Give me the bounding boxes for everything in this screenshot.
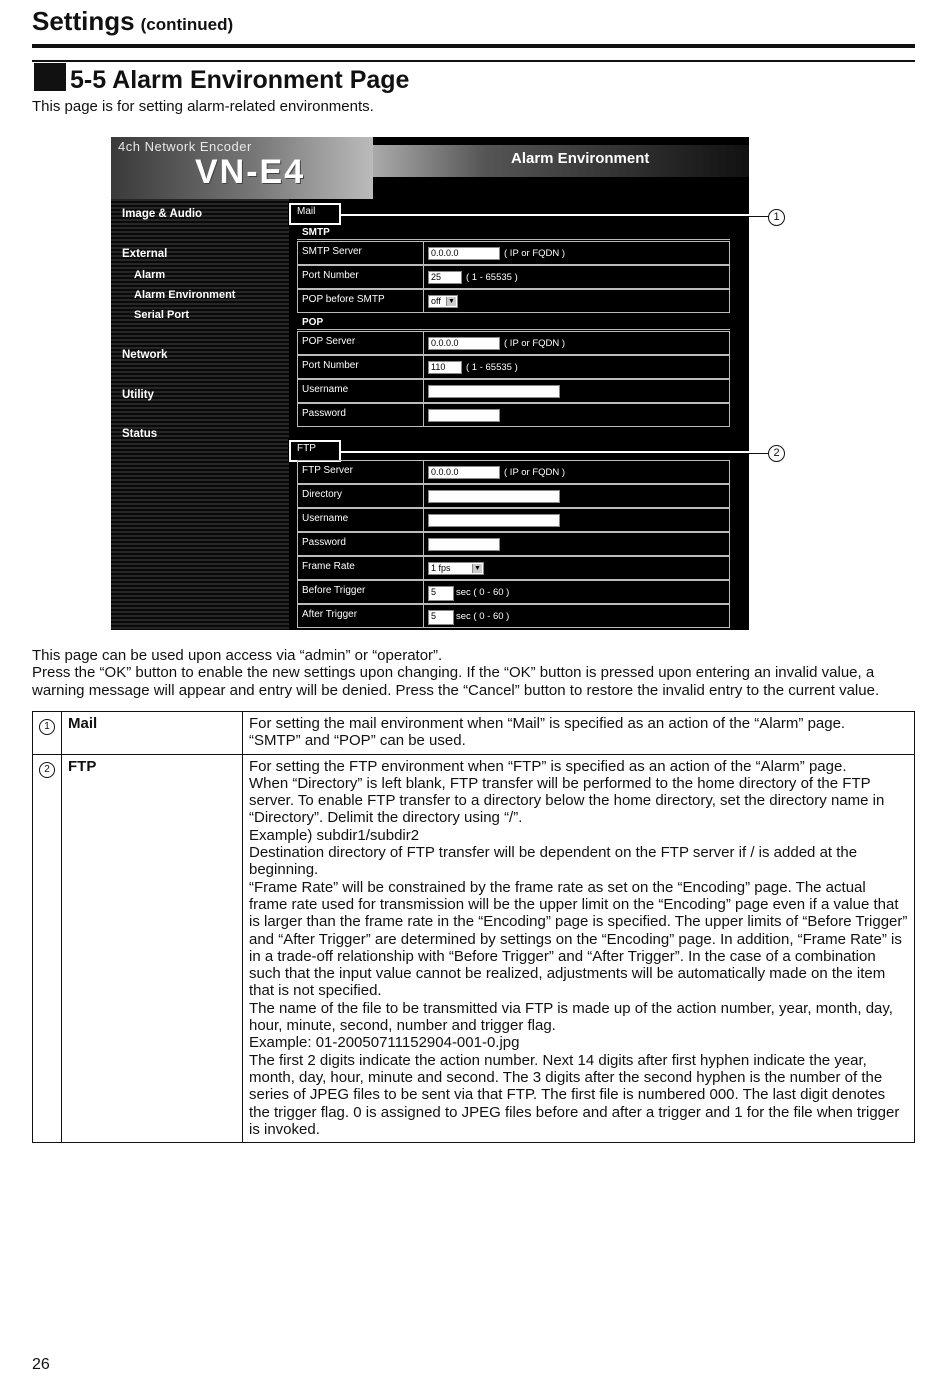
section-rule	[32, 60, 915, 62]
desc-line: “Frame Rate” will be constrained by the frame rate as set on the “Encoding” page. The actual frame rate used for transmission will be the upper limit on the “Encoding” page even if a value that is larger than the frame rate in the “Encoding” page is specified. The upper limits of “Before Trigger” and “After Trigger” are determined by settings on the “Encoding” page. In addition, “Frame Rate” is in a trade-off relationship with “Before Trigger” and “After Trigger”. In the case of a combination such that the input value cannot be realized, adjustments will be automatically made on the item that is not specified.	[249, 878, 908, 1000]
brand-subtitle: 4ch Network Encoder	[118, 139, 252, 154]
callout-1-line	[749, 216, 769, 217]
smtp-server-label: SMTP Server	[302, 246, 362, 257]
header-continued: (continued)	[140, 15, 234, 34]
pop-before-smtp-value: off	[431, 296, 441, 306]
pop-before-smtp-label: POP before SMTP	[302, 294, 385, 305]
frame-rate-select[interactable]	[428, 562, 484, 575]
header-rule	[32, 44, 915, 48]
section-title: 5-5 Alarm Environment Page	[70, 66, 410, 94]
smtp-server-input[interactable]: 0.0.0.0	[428, 247, 500, 260]
pop-password-label: Password	[302, 408, 346, 419]
section-intro: This page is for setting alarm-related environments.	[32, 98, 374, 115]
desc-line: Example: 01-20050711152904-001-0.jpg	[249, 1034, 520, 1052]
page-number: 26	[32, 1356, 50, 1373]
desc-line: When “Directory” is left blank, FTP transfer will be performed to the home directory of the FTP server. To enable FTP transfer to a directory below the home directory, set the directory name in “Directory”. Delimit the directory using “/”.	[249, 774, 885, 827]
row-divider	[423, 461, 424, 483]
row-divider	[423, 242, 424, 264]
pop-before-smtp-row	[297, 289, 730, 313]
pop-server-label: POP Server	[302, 336, 356, 347]
mail-label: Mail	[297, 206, 316, 217]
callout-1: 1	[768, 209, 785, 226]
body-text	[32, 647, 917, 699]
row-divider	[423, 290, 424, 312]
pop-username-row	[297, 379, 730, 403]
description-table	[32, 711, 915, 1143]
smtp-port-input[interactable]: 25	[428, 271, 462, 284]
row-divider	[423, 581, 424, 603]
pop-server-hint: ( IP or FQDN )	[504, 338, 566, 349]
ftp-directory-input[interactable]	[428, 490, 560, 503]
ftp-server-input[interactable]: 0.0.0.0	[428, 466, 500, 479]
desc-line: Destination directory of FTP transfer will be dependent on the FTP server if / is added at the beginning.	[249, 844, 858, 879]
frame-rate-value: 1 fps	[431, 563, 451, 573]
pop-password-input[interactable]	[428, 409, 500, 422]
row-divider	[423, 266, 424, 288]
row-divider	[423, 509, 424, 531]
after-trigger-input[interactable]: 5	[428, 610, 454, 625]
mail-leader-line	[341, 214, 749, 216]
row-description	[243, 754, 915, 1143]
smtp-heading: SMTP	[297, 227, 730, 240]
ftp-password-row	[297, 532, 730, 556]
ftp-directory-label: Directory	[302, 489, 343, 500]
pop-username-label: Username	[302, 384, 349, 395]
before-trigger-row	[297, 580, 730, 604]
pop-heading: POP	[297, 317, 730, 330]
after-trigger-hint: sec ( 0 - 60 )	[456, 611, 510, 622]
row-divider	[423, 485, 424, 507]
nav-alarm-environment[interactable]: Alarm Environment	[134, 289, 236, 301]
frame-rate-row	[297, 556, 730, 580]
row-divider	[423, 356, 424, 378]
pop-port-label: Port Number	[302, 360, 359, 371]
ftp-password-input[interactable]	[428, 538, 500, 551]
pop-server-input[interactable]: 0.0.0.0	[428, 337, 500, 350]
running-header	[32, 6, 233, 37]
ftp-server-hint: ( IP or FQDN )	[504, 467, 566, 478]
row-term: Mail	[62, 712, 243, 755]
desc-line: “SMTP” and “POP” can be used.	[249, 732, 466, 750]
before-trigger-label: Before Trigger	[302, 585, 366, 596]
nav-image-audio[interactable]: Image & Audio	[122, 208, 203, 220]
pop-port-hint: ( 1 - 65535 )	[466, 362, 518, 373]
pop-port-row	[297, 355, 730, 379]
nav-alarm[interactable]: Alarm	[134, 269, 166, 281]
pop-password-row	[297, 403, 730, 427]
chevron-down-icon: ▼	[472, 564, 482, 573]
nav-external[interactable]: External	[122, 248, 168, 260]
after-trigger-label: After Trigger	[302, 609, 358, 620]
chevron-down-icon: ▼	[446, 297, 456, 306]
callout-2-line	[749, 453, 769, 454]
after-trigger-row	[297, 604, 730, 628]
ui-screenshot	[111, 137, 749, 630]
row-divider	[423, 557, 424, 579]
ftp-server-row	[297, 460, 730, 484]
before-trigger-hint: sec ( 0 - 60 )	[456, 587, 510, 598]
nav-utility[interactable]: Utility	[122, 389, 154, 401]
row-divider	[423, 605, 424, 627]
nav-serial-port[interactable]: Serial Port	[134, 309, 190, 321]
row-divider	[423, 332, 424, 354]
smtp-port-hint: ( 1 - 65535 )	[466, 272, 518, 283]
ftp-server-label: FTP Server	[302, 465, 353, 476]
ftp-username-input[interactable]	[428, 514, 560, 527]
page-title: Alarm Environment	[511, 150, 650, 167]
ftp-password-label: Password	[302, 537, 346, 548]
brand-banner	[111, 137, 373, 199]
row-term: FTP	[62, 754, 243, 1143]
pop-server-row	[297, 331, 730, 355]
ftp-label: FTP	[297, 443, 316, 454]
smtp-server-hint: ( IP or FQDN )	[504, 248, 566, 259]
ok-cancel-note: Press the “OK” button to enable the new settings upon changing. If the “OK” button is pressed upon entering an invalid value, a warning message will appear and entry will be denied. Press the “Cancel” button to restore the invalid entry to the current value.	[32, 664, 880, 699]
desc-line: For setting the FTP environment when “FTP” is specified as an action of the “Alarm” page.	[249, 757, 847, 775]
pop-username-input[interactable]	[428, 385, 560, 398]
row-number: 2	[39, 762, 55, 778]
callout-2: 2	[768, 445, 785, 462]
brand-model: VN-E4	[195, 153, 306, 191]
ftp-directory-row	[297, 484, 730, 508]
access-note: This page can be used upon access via “admin” or “operator”.	[32, 647, 443, 664]
ftp-leader-line	[341, 451, 749, 453]
row-description	[243, 712, 915, 755]
desc-line: The name of the file to be transmitted via FTP is made up of the action number, year, month, day, hour, minute, second, number and trigger flag.	[249, 999, 893, 1035]
smtp-port-row	[297, 265, 730, 289]
table-row	[33, 712, 915, 755]
smtp-server-row	[297, 241, 730, 265]
section-marker	[34, 63, 66, 91]
row-number: 1	[39, 719, 55, 735]
ftp-username-label: Username	[302, 513, 349, 524]
table-row	[33, 754, 915, 1143]
mail-section-label	[289, 203, 341, 225]
smtp-port-label: Port Number	[302, 270, 359, 281]
header-title: Settings	[32, 6, 135, 36]
pop-port-input[interactable]: 110	[428, 361, 462, 374]
ftp-section-label	[289, 440, 341, 462]
desc-line: Example) subdir1/subdir2	[249, 826, 420, 844]
nav-status[interactable]: Status	[122, 428, 158, 440]
frame-rate-label: Frame Rate	[302, 561, 355, 572]
desc-line: For setting the mail environment when “Mail” is specified as an action of the “Alarm” page.	[249, 715, 846, 732]
ftp-username-row	[297, 508, 730, 532]
row-divider	[423, 380, 424, 402]
row-divider	[423, 404, 424, 426]
nav-network[interactable]: Network	[122, 349, 168, 361]
pop-before-smtp-select[interactable]	[428, 295, 458, 308]
desc-line: The first 2 digits indicate the action number. Next 14 digits after first hyphen indicate the year, month, day, hour, minute and second. The 3 digits after the second hyphen is the number of the series of JPEG files to be sent via that FTP. The first file is numbered 000. The last digit denotes the trigger flag. 0 is assigned to JPEG files before and after a trigger and 1 for the file when trigger is invoked.	[249, 1051, 900, 1138]
before-trigger-input[interactable]: 5	[428, 586, 454, 601]
row-divider	[423, 533, 424, 555]
